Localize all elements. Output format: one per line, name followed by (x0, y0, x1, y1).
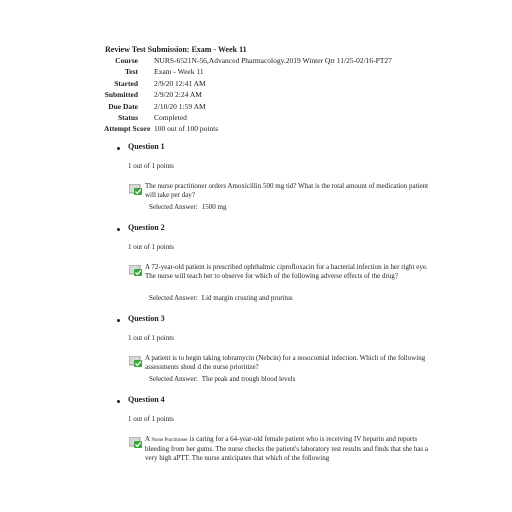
bullet (117, 228, 120, 231)
question-header (117, 314, 437, 326)
meta-value: 2/9/20 12:41 AM (154, 78, 206, 88)
meta-label: Test (124, 67, 138, 77)
question-points: 1 out of 1 points (128, 334, 174, 342)
question-title: Question 4 (128, 395, 165, 404)
bullet (117, 400, 120, 403)
selected-answer-value: The peak and trough blood levels (201, 375, 296, 383)
question-4 (117, 395, 437, 462)
question-2 (117, 223, 437, 302)
selected-answer (149, 294, 293, 302)
meta-value: NURS-6521N-56,Advanced Pharmacology.2019 Winter Qtr 11/25-02/16-PT27 (154, 56, 392, 65)
selected-answer-label: Selected Answer: (149, 203, 198, 211)
correct-check-icon (129, 356, 145, 368)
question-text: The nurse practitioner orders Amoxicillin 500 mg tid? What is the total amount of medication patient will take per day? (145, 182, 429, 199)
meta-label: Submitted (104, 90, 138, 100)
question-title: Question 1 (128, 142, 165, 151)
selected-answer-label: Selected Answer: (149, 375, 198, 383)
meta-label: Started (114, 78, 138, 88)
question-text-prefix: A (145, 435, 150, 443)
question-text-body: is caring for a 64-year-old female patient who is receiving IV heparin and reports bleeding from her gums. The nurse checks the patient's laboratory test results and finds that she has a very high aPTT. The nurse anticipates that which of the following (145, 435, 429, 462)
question-1 (117, 142, 437, 211)
question-3 (117, 314, 437, 383)
correct-check-icon (129, 265, 145, 277)
meta-label: Course (115, 56, 138, 65)
question-points: 1 out of 1 points (128, 415, 174, 423)
meta-value: 100 out of 100 points (154, 124, 219, 134)
selected-answer (149, 203, 227, 211)
question-header (117, 395, 437, 407)
question-title: Question 3 (128, 314, 165, 323)
question-text: A patient is to begin taking tobramycin (Nebcin) for a nosocomial infection. Which of the following assessments shoul d the nurse prioritize? (145, 354, 426, 371)
selected-answer-value: 1500 mg (201, 203, 227, 211)
question-header (117, 223, 437, 235)
question-title: Question 2 (128, 223, 165, 232)
meta-value: Exam - Week 11 (154, 67, 204, 77)
meta-value: 2/9/20 2:24 AM (154, 90, 202, 100)
question-points: 1 out of 1 points (128, 162, 174, 170)
selected-answer (149, 375, 295, 383)
selected-answer-label: Selected Answer: (149, 294, 198, 302)
question-header (117, 142, 437, 154)
question-points: 1 out of 1 points (128, 243, 174, 251)
selected-answer-value: Lid margin crusting and pruritus (201, 294, 293, 302)
bullet (117, 147, 120, 150)
meta-label: Due Date (108, 101, 138, 111)
question-text (145, 435, 429, 463)
bullet (117, 319, 120, 322)
meta-label: Attempt Score (104, 124, 151, 134)
page-title: Review Test Submission: Exam - Week 11 (105, 45, 247, 54)
correct-check-icon (129, 437, 145, 449)
meta-label: Status (117, 112, 138, 122)
meta-value: Completed (154, 112, 187, 122)
meta-value: 2/10/20 1:59 AM (154, 101, 206, 111)
correct-check-icon (129, 184, 145, 196)
question-text: A 72-year-old patient is prescribed ophthalmic ciprofloxacin for a bacterial infection in her right eye. The nurse will teach her to observe for which of the following adverse effects of the drug? (145, 263, 428, 280)
question-text-role: Nurse Practitioner (151, 438, 188, 443)
